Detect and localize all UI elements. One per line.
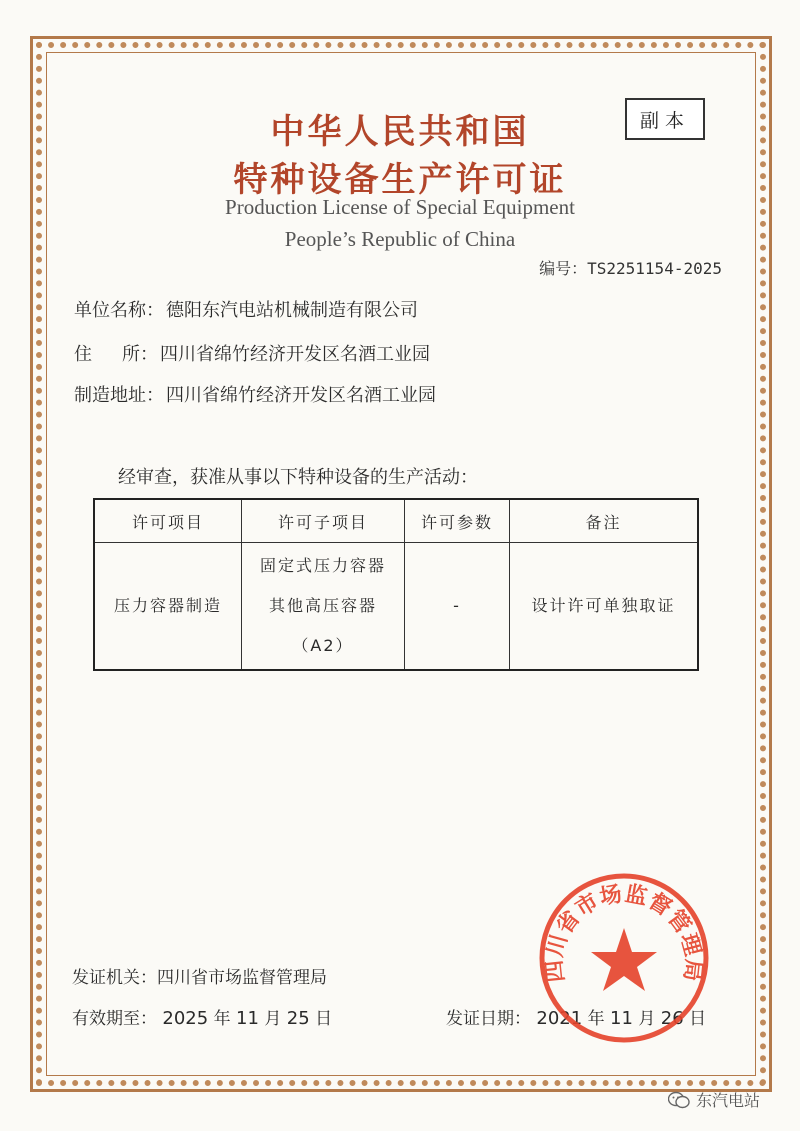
issue-date-label: 发证日期： — [446, 1009, 531, 1029]
license-number: 编号：TS2251154-2025 — [539, 259, 722, 278]
title-en-country: People’s Republic of China — [284, 227, 516, 251]
permit-table — [93, 498, 699, 671]
cell-remark: 设计许可单独取证 — [510, 543, 699, 671]
copy-badge: 副本 — [625, 98, 705, 140]
official-seal-icon — [538, 872, 710, 1044]
valid-month-char: 月 — [264, 1009, 282, 1029]
sub-item-line-2: 其他高压容器 — [268, 596, 377, 615]
account-watermark — [668, 1088, 760, 1111]
issuing-authority — [72, 963, 327, 988]
title-en-license: Production License of Special Equipment — [225, 195, 575, 219]
issue-year-char: 年 — [587, 1009, 605, 1029]
cell-permit-parameter: - — [405, 543, 510, 671]
address-value: 四川省绵竹经济开发区名酒工业园 — [160, 344, 430, 365]
issue-month-char: 月 — [638, 1009, 656, 1029]
manufacturing-address-field — [74, 381, 436, 407]
valid-year-char: 年 — [213, 1009, 231, 1029]
wechat-icon — [668, 1091, 690, 1109]
manufacturing-address-value: 四川省绵竹经济开发区名酒工业园 — [166, 385, 436, 406]
cell-permit-sub-item — [242, 543, 405, 671]
header-remark: 备注 — [510, 499, 699, 543]
svg-text:四川省市场监督管理局: 四川省市场监督管理局 — [542, 881, 706, 984]
issue-day-char: 日 — [689, 1009, 707, 1029]
header-permit-item: 许可项目 — [94, 499, 242, 543]
sub-item-line-1: 固定式压力容器 — [259, 556, 386, 575]
header-permit-parameter: 许可参数 — [405, 499, 510, 543]
sub-item-line-3: （A2） — [292, 636, 354, 655]
intro-text: 经审查，获准从事以下特种设备的生产活动： — [118, 467, 478, 488]
valid-day-char: 日 — [315, 1009, 333, 1029]
valid-day: 25 — [286, 1008, 310, 1029]
cell-permit-item: 压力容器制造 — [94, 543, 242, 671]
header-permit-sub-item: 许可子项目 — [242, 499, 405, 543]
address-label-b: 所： — [122, 344, 158, 365]
title-cn-license: 特种设备生产许可证 — [233, 160, 567, 200]
valid-month: 11 — [236, 1008, 259, 1029]
valid-until — [72, 1004, 332, 1029]
title-cn-country: 中华人民共和国 — [270, 112, 530, 152]
issue-month: 11 — [610, 1008, 633, 1029]
issuing-authority-value: 四川省市场监督管理局 — [157, 968, 327, 988]
issue-year: 2021 — [536, 1008, 583, 1029]
unit-name-label: 单位名称： — [74, 300, 164, 321]
table-row — [94, 543, 698, 671]
address-field — [74, 340, 430, 366]
unit-name-field — [74, 296, 418, 322]
unit-name-value: 德阳东汽电站机械制造有限公司 — [166, 300, 418, 321]
manufacturing-address-label: 制造地址： — [74, 385, 164, 406]
issuing-authority-label: 发证机关： — [72, 968, 157, 988]
valid-until-label: 有效期至： — [72, 1009, 157, 1029]
watermark-text: 东汽电站 — [696, 1091, 761, 1110]
address-label-a: 住 — [74, 344, 122, 365]
permit-table-header-row — [94, 499, 698, 543]
issue-day: 26 — [660, 1008, 684, 1029]
valid-year: 2025 — [162, 1008, 209, 1029]
